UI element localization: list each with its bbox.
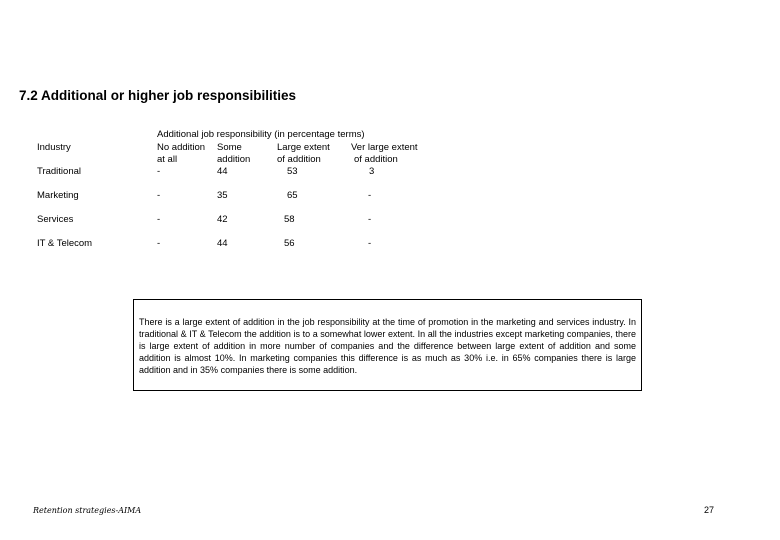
row-industry-traditional: Traditional <box>37 166 82 177</box>
row-industry-marketing: Marketing <box>37 190 79 201</box>
table-cell: - <box>157 238 161 249</box>
table-cell: - <box>157 190 161 201</box>
table-caption: Additional job responsibility (in percentage terms) <box>157 129 365 140</box>
table-cell: 56 <box>284 238 295 249</box>
section-title: 7.2 Additional or higher job responsibilities <box>19 88 297 103</box>
table-cell: - <box>368 190 372 201</box>
table-cell: 35 <box>217 190 228 201</box>
col-header-no-addition: No addition <box>157 142 206 153</box>
col-header-very-large: Ver large extent <box>351 142 418 153</box>
row-industry-it-telecom: IT & Telecom <box>37 238 93 249</box>
table-cell: - <box>368 238 372 249</box>
table-cell: - <box>368 214 372 225</box>
table-cell: - <box>157 214 161 225</box>
table-cell: 3 <box>369 166 375 177</box>
row-industry-services: Services <box>37 214 74 225</box>
summary-text: There is a large extent of addition in the job responsibility at the time of promotion in the marketing and services industry. In traditional & IT & Telecom the addition is to a somewhat lower extent. In all the industries except marketing companies, there is large extent of addition in more number of companies and the difference between large extent of addition and some addition is almost 10%. In marketing companies this difference is as much as 30% i.e. in 65% companies there is large addition and in 35% companies there is some addition. <box>139 317 636 375</box>
col-header-some-2: addition <box>217 154 251 165</box>
table-cell: 44 <box>217 238 228 249</box>
col-header-large-2: of addition <box>277 154 321 165</box>
table-cell: 58 <box>284 214 295 225</box>
col-header-large: Large extent <box>277 142 330 153</box>
table-cell: - <box>157 166 161 177</box>
col-header-no-addition-2: at all <box>157 154 178 165</box>
table-cell: 44 <box>217 166 228 177</box>
industry-header: Industry <box>37 142 71 153</box>
table-cell: 65 <box>287 190 298 201</box>
col-header-some: Some <box>217 142 242 153</box>
footer-source: Retention strategies-AIMA <box>33 506 142 515</box>
table-cell: 53 <box>287 166 298 177</box>
page-number: 27 <box>704 505 715 515</box>
col-header-very-large-2: of addition <box>354 154 398 165</box>
table-cell: 42 <box>217 214 228 225</box>
